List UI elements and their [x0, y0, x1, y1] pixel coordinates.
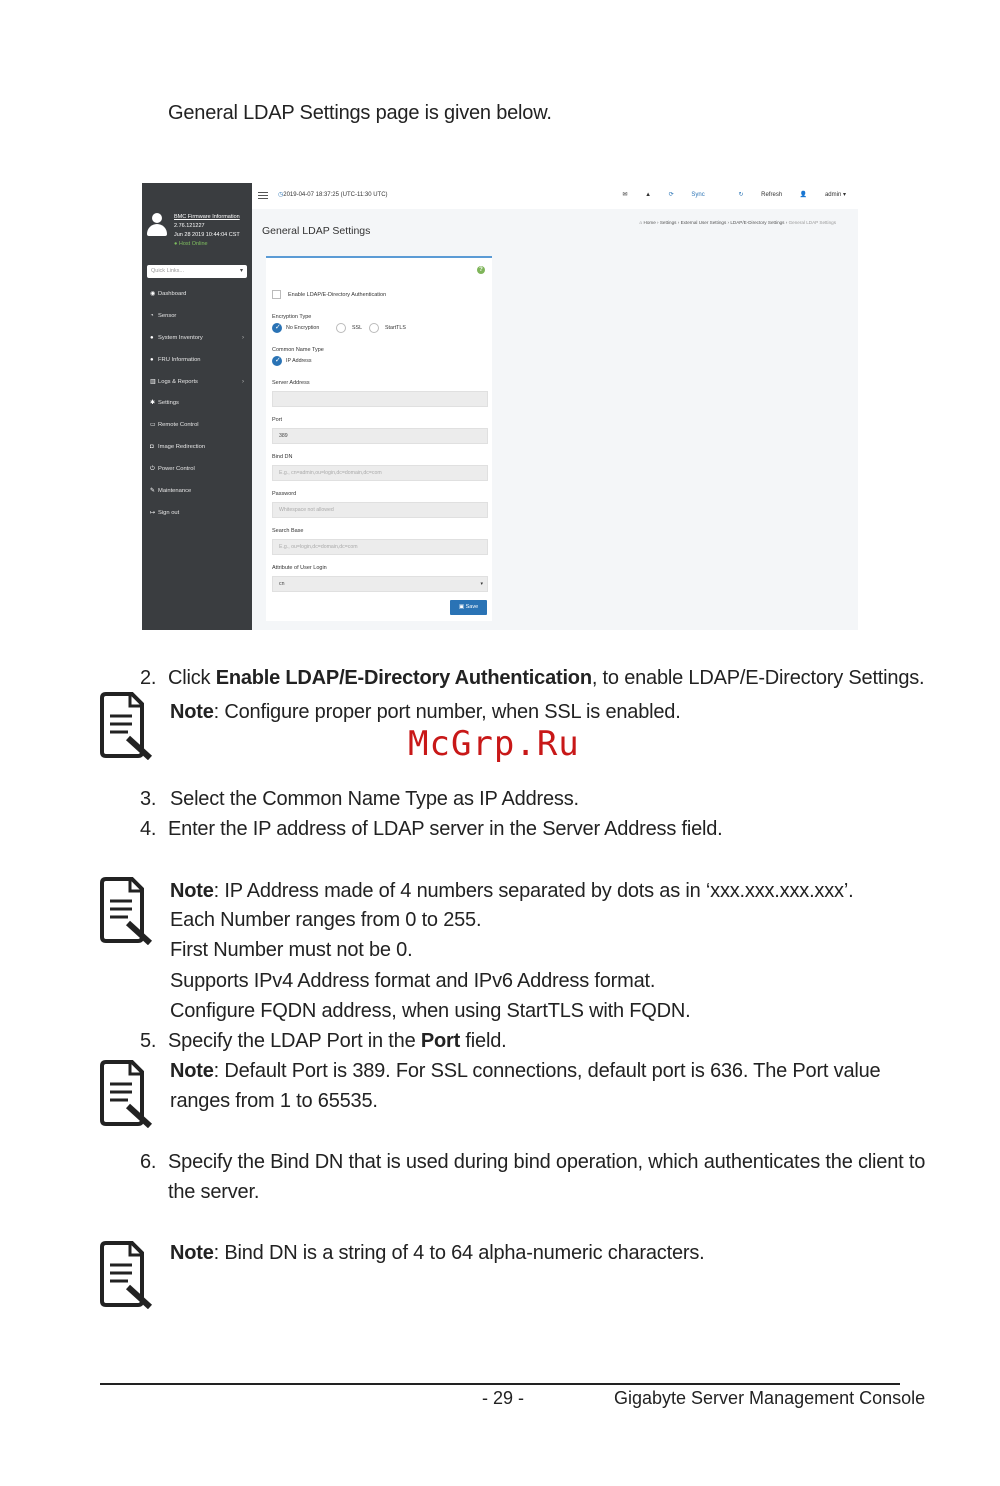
attribute-user-login-select[interactable]: cn ▾ — [272, 576, 488, 592]
note-icon — [98, 1060, 154, 1128]
footer-rule — [100, 1383, 900, 1385]
sidebar-item[interactable] — [142, 284, 252, 306]
note-icon — [98, 1241, 154, 1309]
sidebar-item-label: Power Control — [158, 466, 195, 473]
user-menu[interactable]: 👤 admin ▾ — [799, 192, 846, 198]
signout-icon: ↦ — [150, 509, 156, 516]
step-5-number: 5. — [140, 1030, 157, 1052]
page-number: - 29 - — [482, 1388, 525, 1408]
attribute-user-login-label: Attribute of User Login — [272, 565, 327, 571]
watermark: McGrp.Ru — [408, 724, 580, 764]
save-button[interactable]: ▣ Save — [450, 600, 487, 615]
top-bar — [252, 183, 858, 209]
dashboard-icon: ◉ — [150, 291, 156, 297]
breadcrumb-external-user[interactable]: External User Settings — [680, 220, 727, 225]
server-address-label: Server Address — [272, 380, 310, 386]
disc-icon: ◘ — [150, 444, 154, 451]
sidebar-item-label: Sign out — [158, 509, 180, 516]
step-6-line-1: Specify the Bind DN that is used during bind operation, which authenticates the client to — [168, 1151, 926, 1173]
no-encryption-radio[interactable] — [272, 323, 282, 333]
search-base-input[interactable]: E.g., ou=login,dc=domain,dc=com — [272, 539, 488, 555]
sidebar-item[interactable] — [142, 306, 252, 328]
page-title: General LDAP Settings — [262, 225, 371, 237]
sidebar-item[interactable] — [142, 459, 252, 481]
caret-down-icon: ▾ — [480, 581, 483, 587]
caret-down-icon: ▾ — [239, 268, 243, 274]
mail-icon[interactable]: ✉ — [622, 192, 628, 198]
wrench-icon: ✎ — [150, 488, 156, 495]
datetime: ◷2019-04-07 18:37:25 (UTC-11:30 UTC) — [278, 192, 388, 198]
breadcrumb-home[interactable]: Home — [643, 220, 656, 225]
step-3-text: Select the Common Name Type as IP Address. — [170, 788, 579, 810]
sidebar-item[interactable] — [142, 328, 252, 350]
help-icon[interactable]: ? — [477, 266, 485, 274]
intro-text: General LDAP Settings page is given below. — [168, 102, 552, 124]
sidebar-item[interactable] — [142, 393, 252, 415]
clock-icon: ◷ — [278, 192, 284, 198]
chart-icon: ▥ — [150, 378, 156, 385]
gear-icon: ✱ — [150, 400, 156, 407]
starttls-radio[interactable] — [369, 323, 379, 333]
firmware-info-title[interactable]: BMC Firmware Information — [174, 214, 240, 220]
breadcrumb-current: General LDAP Settings — [788, 220, 836, 225]
enable-ldap-label: Enable LDAP/E-Directory Authentication — [288, 292, 387, 298]
note-2-line-5: Configure FQDN address, when using StartTLS with FQDN. — [170, 1000, 691, 1022]
note-2-line-1: Note: IP Address made of 4 numbers separated by dots as in ‘xxx.xxx.xxx.xxx’. — [170, 880, 854, 902]
firmware-version: 2.76.121227 — [174, 223, 205, 229]
note-3-line-2: ranges from 1 to 65535. — [170, 1090, 378, 1112]
bell-icon[interactable]: ▲ — [645, 192, 652, 198]
sidebar-item[interactable] — [142, 503, 252, 525]
step-4-text: Enter the IP address of LDAP server in the Server Address field. — [168, 818, 723, 840]
monitor-icon: ▭ — [150, 422, 156, 429]
sidebar-item-label: Sensor — [158, 312, 177, 319]
ldap-form-card — [266, 256, 492, 621]
note-2-line-2: Each Number ranges from 0 to 255. — [170, 909, 482, 931]
ip-address-label: IP Address — [286, 358, 312, 364]
note-3-line-1: Note: Default Port is 389. For SSL connections, default port is 636. The Port value — [170, 1060, 881, 1082]
sidebar-menu — [142, 284, 252, 525]
ssl-radio[interactable] — [336, 323, 346, 333]
firmware-info — [174, 213, 240, 249]
sidebar-item-label: Maintenance — [158, 488, 192, 495]
encryption-type-label: Encryption Type — [272, 314, 312, 320]
step-2-text: Click Enable LDAP/E-Directory Authentication, to enable LDAP/E-Directory Settings. — [168, 667, 925, 689]
top-bar-actions — [606, 191, 846, 198]
hamburger-menu-icon[interactable] — [258, 192, 268, 199]
step-6-line-2: the server. — [168, 1181, 260, 1203]
port-label: Port — [272, 417, 283, 423]
home-icon: ⌂ — [639, 220, 643, 225]
sidebar-item[interactable] — [142, 437, 252, 459]
ssl-label: SSL — [352, 325, 363, 331]
chevron-right-icon: › — [242, 378, 244, 385]
common-name-type-label: Common Name Type — [272, 347, 324, 353]
sidebar-item[interactable] — [142, 415, 252, 437]
user-avatar-icon — [146, 213, 168, 239]
port-input[interactable]: 389 — [272, 428, 488, 444]
no-encryption-label: No Encryption — [286, 325, 320, 331]
password-input[interactable]: Whitespace not allowed — [272, 502, 488, 518]
search-base-label: Search Base — [272, 528, 304, 534]
info-icon: ● — [150, 356, 154, 363]
sidebar — [142, 183, 252, 630]
sidebar-item[interactable] — [142, 481, 252, 503]
inventory-icon: ● — [150, 334, 154, 341]
sidebar-item-label: Settings — [158, 400, 179, 407]
quick-links-select[interactable]: Quick Links... ▾ — [147, 265, 247, 278]
sidebar-item-label: Logs & Reports — [158, 378, 198, 385]
server-address-input[interactable] — [272, 391, 488, 407]
chevron-right-icon: › — [242, 334, 244, 341]
breadcrumb-settings[interactable]: Settings — [659, 220, 677, 225]
note-1: Note: Configure proper port number, when SSL is enabled. — [170, 701, 681, 723]
breadcrumb: ⌂ Home › Settings › External User Settings › LDAP/E-Directory Settings › General LDAP Settings — [639, 220, 836, 225]
note-icon — [98, 877, 154, 945]
enable-ldap-checkbox[interactable] — [272, 290, 281, 299]
bind-dn-input[interactable]: E.g., cn=admin,ou=login,dc=domain,dc=com — [272, 465, 488, 481]
sidebar-item-label: Remote Control — [158, 422, 199, 429]
step-6-number: 6. — [140, 1151, 157, 1173]
footer-title: Gigabyte Server Management Console — [614, 1388, 926, 1408]
starttls-label: StartTLS — [385, 325, 406, 331]
floppy-icon: ▣ — [458, 604, 465, 610]
sidebar-item[interactable] — [142, 372, 252, 394]
sensor-icon: ◔ — [150, 312, 154, 319]
note-2-line-3: First Number must not be 0. — [170, 939, 413, 961]
sidebar-item[interactable] — [142, 350, 252, 372]
step-5-text: Specify the LDAP Port in the Port field. — [168, 1030, 507, 1052]
note-4: Note: Bind DN is a string of 4 to 64 alpha-numeric characters. — [170, 1242, 705, 1264]
firmware-date: Jun 28 2019 10:44:04 CST — [174, 232, 240, 238]
note-2-line-4: Supports IPv4 Address format and IPv6 Address format. — [170, 970, 656, 992]
ldap-settings-screenshot — [142, 183, 858, 630]
power-icon: ⏻ — [150, 466, 155, 473]
step-3-number: 3. — [140, 788, 157, 810]
refresh-button[interactable]: ↻ Refresh — [738, 192, 783, 198]
step-2-number: 2. — [140, 667, 157, 689]
breadcrumb-ldap[interactable]: LDAP/E-Directory Settings — [730, 220, 785, 225]
sidebar-item-label: FRU Information — [158, 356, 201, 363]
sync-button[interactable]: ⟳ Sync — [668, 192, 705, 198]
sidebar-item-label: Dashboard — [158, 291, 187, 297]
step-4-number: 4. — [140, 818, 157, 840]
host-status: ● Host Online — [174, 241, 208, 247]
password-label: Password — [272, 491, 297, 497]
ip-address-radio[interactable] — [272, 356, 282, 366]
note-icon — [98, 692, 154, 760]
sidebar-item-label: Image Redirection — [158, 444, 206, 451]
sidebar-item-label: System Inventory — [158, 334, 203, 341]
bind-dn-label: Bind DN — [272, 454, 293, 460]
